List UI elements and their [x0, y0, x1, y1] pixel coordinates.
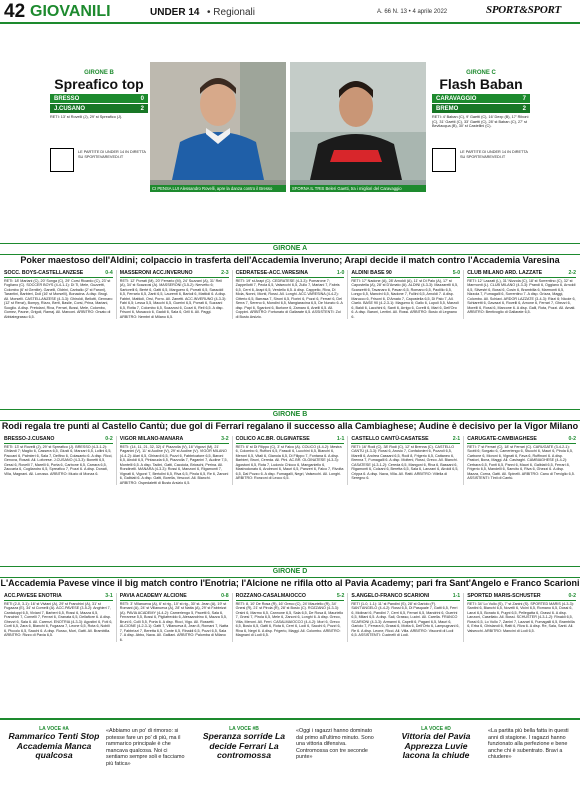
- match-score: 1-1: [336, 436, 345, 442]
- girone-d-columns: [4, 593, 576, 642]
- voce-d-box: [390, 726, 482, 761]
- match-report: RETI: 7' st Ferrari (C), 18' st Ferrari (C). CARUGATE (3-4-2-1): Scotti 6; Sorgato 6, Camerlengo 6, Stucchi 6, Mauri 6, Pirola 6,5, Carbone 6, Moroni 6, Vignati 6, Fava 6, Ruffinoni 6. A disp. Pastori, Bona, Maggi. All. Casiraghi. CAMBIAGHESE (4-4-2): Cerbara 6,5, Fonti 6,5, Panni 6, Mauri 6, Galbiati 6,5, Ferrari 8, Frigerio 6,5, Mandelli 6, Sanvito 6, Riva 6, Ghezzi 6. A disp. Mazza, Corna, Gatti. All. Spinelli. ARBITRO: Canu di Treviglio 6,5. ASSISTENTI: Tinti di Cantù.: [467, 445, 575, 481]
- match-column: [236, 593, 345, 642]
- match-title: COLICO AC.BR. OLGINATESE: [235, 436, 310, 442]
- match-title: CARUGATE-CAMBIAGHESE: [467, 436, 537, 442]
- column-divider: [347, 270, 348, 319]
- girone-b-band: GIRONE B: [0, 409, 580, 421]
- match-column: [467, 436, 576, 485]
- player-silhouette-icon: [290, 62, 426, 180]
- column-divider: [463, 593, 464, 642]
- match-report: RETI: 34' Lo Vullo (S), 7' st Zanini (S). SPORTED MARIS (4-3-3): Santini 6, Bianchi 6,5, Novelli 6, Vicini 6,5, Romano 6,5, Dossi 6, Lanzi 6,5, Bonato 6, Pugni 6,5, Pellegatta 6, Grassi 6. A disp. Lanzoni, Casellato. All. Bossi. SCHUSTER (4-3-1-2): Rinaldi 6,5, Rossi 6,5, Lo Vullo 7, Zanini 7, Lazzari 6, Fumagalli 6,5, Brambilla 6, Erba 6, Ghislandi 6, Ratti 6, Riva 6. A disp. Re, Sala, Santi. All. Valsecchi. ARBITRO: Mancini di Lodi 6,5.: [467, 602, 575, 633]
- section-title: GIOVANILI: [30, 3, 111, 20]
- girone-d-headline: L'Accademia Pavese vince il big match contro l'Enotria; l'Alcione ne rifila otto al Pavia Academy; pari fra Sant'Angelo e Franco Scarioni: [0, 578, 580, 588]
- column-divider: [463, 436, 464, 485]
- match-title: ALDINI BASE 90: [351, 270, 392, 276]
- top-girone-b-headline: Spreafico top: [54, 76, 144, 92]
- match-score: 3-2: [221, 436, 229, 442]
- match-column: [351, 593, 460, 642]
- match-column: [4, 436, 113, 485]
- team-name: J.CUSANO: [54, 105, 86, 112]
- voce-quote: «Abbiamo un po' di rimorso: si potesse fare un po' di più, ma il rammarico principale è che mancava qualcosa. Noi ci sentiamo sempre soli e facciamo più fatica»: [106, 728, 185, 767]
- match-heading: [351, 436, 460, 444]
- voce-title: Rammarico Tenti Stop Accademia Manca qualcosa: [8, 731, 100, 760]
- team-name: BREMO: [436, 105, 459, 112]
- match-heading: [120, 436, 229, 444]
- girone-b-columns: [4, 436, 576, 485]
- match-report: RETI: 3' Villanueva (A), 6' st rig., 10' st rig., 30' st. Jean (A), 19' st Romani (A), 24' st Villanueva (A), 28' st Natta (A), 29' st Fabbrizzi (A). PAVIA ACADEMY (4-4-2): Camerlengo 5, Pacetti 6, Sala 6, Ferrarese 5,5, Bossi 6, Pigliafreddo 6, Alessandrino 6, Mazza 5,5, Bruni 6, Colli 5,5, Porta 6. A disp. Ricci, Vigo. All. Rossetti. ALCIONE (4-2-3-1): Gatti 7, Villanueva 8, Jean 8, Romani 7, Natta 7, Fabbrizzi 7, Beretta 6,5, Conte 6,5, Rinaldi 6,5, Pozzi 6,5, Sala 7. A disp. Abbo, Nava. All. Galliani. ARBITRO: Palomba di Milano 6.: [119, 602, 229, 642]
- match-heading: [351, 270, 460, 278]
- match-report: RETI (1-0, 1-1): 11' st Pandini (S), 28' st Gariolo (F). SANT'ANGELO (4-4-2): Rossi 6,5, Di Pasquale 7, Gatti 6,5, Ferri 6, Molinari 6, Pandini 7, Cerri 6,5, Ferrari 6,5, Mandrini 6, Guerini 6,5, Milani 6,5. A disp. Sali, Grasso, Lucini. All. Carella. FRANCO SCARIONI (4-3-3): Armanni 6, Capelli 6, Pagani 6,5, Mauri 6, Gariolo 7, Ferrara 6, Grassi 6, Motta 6, Dell'Orto 6, Lampugnani 6, Re 6. A disp. Leone, Ricci. All. Villa. ARBITRO: Visconti di Lodi 6,5. ASSISTENTI: Cucinelli di Lodi.: [351, 602, 460, 638]
- match-column: [351, 436, 460, 485]
- match-score: 0-2: [568, 436, 576, 442]
- match-report: RETI: 8, 10' De Rosa (R), 16' Greco (C), 24' Mauriello (R), 34' Gnesi (R), 21' st Pirola (R), 28' st Bosio (C). ROZZANO (4-3-3): Orsini 6, Marmo 6,5, Cannone 6,5, Sala 6,5, De Rosa 8, Mauriello 7, Gnesi 7, Pirola 6,5, Mele 6, Zanoni 6, Longhi 6. A disp. Greco, Villa, Meroni. All. Ferri. CASALMAIOCCO (4-4-2): Mori 6, Greco 6,5, Bosio 6,5, Gatti 6, Rota 6, Cerri 6, Lodi 6, Sacchi 6, Pozzi 6, Riva 6, Negri 6. A disp. Frigerio, Maggi. All. Colombo. ARBITRO: Magnani di Lodi 6,5.: [235, 602, 344, 638]
- girone-d-band: GIRONE D: [0, 566, 580, 578]
- player-silhouette-icon: [150, 62, 286, 180]
- voce-divider: [0, 718, 580, 720]
- match-heading: [351, 593, 460, 601]
- match-score: 0-8: [221, 593, 229, 599]
- match-title: PAVIA ACADEMY ALCIONE: [119, 593, 187, 599]
- score-row: [50, 94, 148, 103]
- match-score: 0-4: [105, 270, 113, 276]
- match-report: RETI: 19' st Arapi (C). CEDRATESE (4-3-3): Pomarone 7; Zappellotti 7, Peola 6,5, Valsecchi 6,5, Zullo 7, Mariani 7, Fabris 6,5, Cerri 6, Arapi 6,5, Verdello 6,5. A disp. Cappello, Riva, Di Mola, Nonni, Monti, Rossi. All. Longhi. ACC.VARESINA (4-4-2): Citterio 6,5, Barrasa 7, Sironi 6,5, Fiorini 6, Pozzi 6, Ferrari 6, Del Serra 7, Sereno 6, Mondini 6,5, Mangiaracina 6,5, De Nunzio 6. A disp. Papi 6, Sgarioni 6, Burlone 6, Zamaro 6, Anelli 6,5. All. Coppini. ARBITRO: Fortunato di Gallarate 6,5. ASSISTENTI: Zoi di Busto Arsizio.: [235, 279, 343, 319]
- girone-b-headline: Rodi regala tre punti al Castello Cantù; due gol di Ferrari regalano il successo alla Cambiaghese; Audine è decisivo per la Vigor Milano: [1, 421, 579, 431]
- match-report: RETI (2-0, 3-1): 16' st Viviani (A), 29' st Franchini (A), 31' st Fugazza (E), 34' st Cornelli (A). ACC.PAVESE (3-5-2): Anghieri 7, Cantaluppi 6,5, Viviani 7, Barberi 6,5, Rossi 6, Mazza 6,5, Franchini 7, Cornelli 7, Ferrari 6, Granata 6,5, Dellafiore 6. A disp. Ghezzi 6, Sala 6. All. Carenzi. ENOTRIA (4-3-3): Agostini 6, Foti 6, Corti 6,5, Zara 6, Bianchi 6, Fugazza 7, Leone 6,5, Rota 6, Nobili 6, Piccolo 6,5, Sacchi 6. A disp. Russo, Mori, Gatti. All. Brambilla. ARBITRO: Rizzo di Pavia 6,5.: [4, 602, 113, 638]
- match-score: 0-2: [105, 436, 113, 442]
- match-heading: [467, 436, 576, 444]
- voce-a-box: [8, 726, 100, 761]
- team-name: BRESSO: [54, 95, 80, 102]
- match-brief: RETI: 4' Baban (C), 9' Gaetti (C), 16' Dexp (B), 17' Ribonì (C), 31' Gaetti (C), 33' Gaetti (C), 28' st Baban (C), 27' st Bevilacqua (B), 30' st Castellini (C).: [432, 115, 529, 129]
- match-score: 1-0: [336, 270, 345, 276]
- column-divider: [116, 593, 117, 642]
- qr-code-icon[interactable]: [50, 148, 74, 172]
- match-column: [467, 593, 576, 642]
- top-girone-c-label: GIRONE C: [466, 70, 496, 76]
- match-title: CEDRATESE-ACC.VARESINA: [235, 270, 309, 276]
- match-column: [236, 436, 345, 485]
- match-title: MASSERONI ACC.INVERUNO: [119, 270, 193, 276]
- column-divider: [232, 436, 233, 485]
- match-score: 5-0: [452, 270, 461, 276]
- team-score: 0: [140, 95, 144, 102]
- match-score: 1-1: [452, 593, 461, 599]
- match-title: SOCC. BOYS-CASTELLANZESE: [4, 270, 84, 276]
- match-heading: [4, 593, 113, 601]
- photo-caption: SFORNA IL TRIS Beleri Gaetti, tra i migliori del Caravaggio: [290, 185, 426, 192]
- match-heading: [4, 436, 113, 444]
- girone-a-headline: Poker maestoso dell'Aldini; colpaccio in trasferta dell'Accademia Inveruno; Arapi decide il match contro l'Accademia Varesina: [20, 255, 560, 265]
- match-heading: [120, 593, 229, 601]
- qr-code-icon[interactable]: [432, 148, 456, 172]
- match-column: [4, 270, 113, 319]
- match-heading: [236, 436, 345, 444]
- match-report: RETI: 17' Nadone (A), 28' Arnoldi (A), 11' st Di Palo (A), 17' st Capostella (A), 28' st D'Amato (A). ALDINI (4-3-3): Mazzarelli 6,5, Scanzetti 6, Tavanaro 6, Pavan 6,5, Romano 6,5, Paolillo 6,5, Longo 6,5, Mancini 6,5, Nadone 7, Fullini 6,5, Arnoldi 7. A disp. Marucco 6, Frisoni 6, D'Amato 7, Capostella 6,5, Di Palo 7, All. Ciarlò. BASE 90 (4-2-3-1): Magurno 6; Gallo 6, Lupoli 5,5, Marzoli 6, Baldi 6, Lacchini 6, Santi 6, Arrigo 6, Corelli 6, Mari 6, Dell'Oro 6. A disp. Baroni, Lentini. All. Rossi. ARBITRO: Bosio di Legnano 6.: [351, 279, 459, 319]
- voce-quote: «Oggi i ragazzi hanno dominato dal primo all'ultimo minuto. Sono una vittoria difensiva. Contromossa con tre seconde punte»: [296, 728, 374, 761]
- region-label: • Regionali: [207, 7, 255, 18]
- voce-label: LA VOCE #B: [229, 726, 259, 732]
- voce-title: Speranza sorride La decide Ferrari La contromossa: [202, 731, 286, 760]
- player-photo-left: [150, 62, 286, 191]
- match-title: ACC.PAVESE ENOTRIA: [4, 593, 62, 599]
- page-number: 42: [4, 1, 26, 22]
- team-score: 7: [522, 95, 526, 102]
- match-column: [351, 270, 460, 319]
- voce-b-box: [198, 726, 290, 761]
- match-report: RETI: 16' Rodi (C), 38' Rodi (C), 12' st Brenna (C). CASTELLO CANTÙ (4-3-3): Rossi 6, Arosio 7, Confalonieri 6, Pozzoli 6,5, Marelli 6, Andrea Cassani 6,5, Rodi 8, Frigerio 6,5, Cattaneo 6, Brenna 7, Fumagalli 6. A disp. Molteni, Rossi, Greco. All. Bianchi. CASATESE (4-3-1-2): Cereda 6,5, Mangoni 6, Riva 6, Bassani 6, Rigamonti 6, Colzani 6, Beretta 6,5, Sala 6, Lanzani 6, Airoldi 6,5, Crippa 6. A disp. Nava, Villa. All. Ratti. ARBITRO: Villella di Seregno 6.: [351, 445, 459, 481]
- match-report: RETI: (14, 11, 21, 32, 32) 4' Piazzolla (V), 16' Vigorzi (M), 21' Paganini (V), 11' st Audine (V), 29' st Audine (V). VIGOR MILANO (4-4-2): Alari 6,5, Ghirardi 6,5, Pozzi 6, Fabbricatore 6,5, Baroni 6,5, Airoldi 6,5, Pintacuda 6,5, Piazzolla 7, Paganini 7, Audine 7,5, Montelli 6,5. A disp. Tadini, Gatti, Cacciola, Brioschi, Perina. All. Rondinelli. MANARA (4-3-3): Rossi 6, Manzoni 6, Rigamonti 7, Vignati 6, Vigorzi 7, Bertolini 6,5, Riva 6,5, Pirola 6,5, Re 6, Zanoni 6, Galbiati 6. A disp. Gatti, Borella, Vescovi. All. Bianchi. ARBITRO: Ospedaletti di Busto Arsizio 6,5.: [119, 445, 229, 485]
- match-heading: [236, 270, 345, 278]
- match-title: ROZZANO-CASALMAIOCCO: [235, 593, 306, 599]
- team-name: CARAVAGGIO: [436, 95, 477, 102]
- match-title: CASTELLO CANTÙ-CASATESE: [351, 436, 429, 442]
- team-score: 2: [140, 105, 144, 112]
- player-photo-right: [290, 62, 426, 191]
- match-column: [236, 270, 345, 319]
- match-column: [4, 593, 113, 642]
- match-title: CLUB MILANO ARD. LAZZATE: [467, 270, 543, 276]
- voce-quote: «La partita più bella fatta in questi anni di stagione. I ragazzi hanno funzionato alla perfezione e bene anche chi è subentrato. Bravi a chiudere»: [488, 728, 569, 761]
- column-divider: [347, 593, 348, 642]
- top-girone-b-label: GIRONE B: [84, 70, 114, 76]
- match-column: [467, 270, 576, 319]
- match-brief: RETI: 13' st Rovelli (J), 29' st Spreafico (J).: [50, 115, 123, 119]
- top-girone-b-box: [50, 70, 148, 120]
- match-column: [120, 436, 229, 485]
- newspaper-logo: SPORT&SPORT: [486, 4, 561, 16]
- match-heading: [467, 593, 576, 601]
- column-divider: [116, 436, 117, 485]
- photo-caption: CI PENSA LUI Alessandro Rovelli, apre la danza contro il Bresso: [150, 185, 286, 192]
- match-title: BRESSO-J.CUSANO: [4, 436, 55, 442]
- match-score: 2-1: [452, 436, 461, 442]
- voce-label: LA VOCE #D: [421, 726, 451, 732]
- qr-caption: LE PARTITE DI UNDER 14 IN DIRETTA SU SPORTEVAREVEDI.IT: [78, 150, 146, 159]
- match-score: 3-1: [105, 593, 113, 599]
- qr-caption: LE PARTITE DI UNDER 14 IN DIRETTA SU SPORTEVAREVEDI.IT: [460, 150, 528, 159]
- match-heading: [236, 593, 345, 601]
- match-title: S.ANGELO-FRANCO SCARIONI: [351, 593, 430, 599]
- column-divider: [463, 270, 464, 319]
- girone-a-columns: [4, 270, 576, 319]
- score-row: [432, 104, 530, 113]
- match-report: RETI: 18' Mariani (C), 20' Songa (C), 29' Corsi Ricardo (C), 23' st Fogliano (C). SOCCER BOYS (4-4-1-1): Di Ti, Mele, Guzzetti, Colombo (6' st Gentile). Ganelli, Oldrini, Carballo (2' st Faroni), Tarantini, Barbieri, Doli (16' st Morselli), Bonacina. A disp. Brogi. All. Morselli. CASTELLANZESE (4-3-3): Ghiroldi, Bellotti, Gennaro (12' st Renzi), Bompy, Rizzo, Berti, Basile, Corsi, Prina, Mariani, Scoglio. A disp. Pretolani, Riva, Ferrari, Bossi, Mele, Colombo, Gomez, Paone, Grigoli, Ramaj. All. Marconi. ARBITRO: Orsato di Abbiategrasso 6,5.: [4, 279, 113, 319]
- voce-title: Vittoria del Pavia Apprezza Luvie Iacona la chiude: [401, 731, 471, 760]
- match-report: RETI: 12' Porrati (M), 20' Ferrario (M), 24' Suzzani (A), 31' Reil (A), 34' st Scazzosi (A). MASSERONI (3-5-2): Nervetto 6; Sartorelli 6, Bertè 6, Gatti 6,5, Marguero 6, Porrati 6,5, Sassoldi 6,5, Ferrario 6,5, Zanti 6,5, Laurenti 6, Bartoli 6, Mattioli 6. A disp. Fabbri, Mattioli, Orsi, Porro. All. Zanetti. ACC.INVERUNO (4-3-3): Fabi 6,5; Lessa 5,5, Macchi 6,5, Guerini 6,5, Porrati 6, Suzzani 6,5, Rotta 7, Colombo 6,5, Scazzosi 6, Cozzi 6, Reil 6,5. A disp. Frisoni 6, Musaccò 6, Gaddi 6, Sala 6, Grill 6. All. Paggi. ARBITRO: Nembri di Milano 6,5.: [119, 279, 227, 319]
- match-report: RETI: 13' st Rovelli (J), 29' st Spreafico (J). BRESSO (4-3-1-2): Ghilardi 7; Maglio 6, Cassera 6,5, Giusti 6, Marzari 6,5, Lollini 6,5, Paccani 6, Palmieri 6, Sala 7, Delfino 6, Colasanto 6. A disp. Ricci, Genova, Rosati. All. Loforese. J.CUSANO (4-3-3): Bonetti 6,5, Gessi 6, Rovelli 7, Marelli 6, Porta 6, Carbone 6,5, Carrara 6,5, Zaccaria 6, Cogliandro 6,5, Spreafico 7, Pozzi 6. A disp. Donati, Villa, Magnani. All. Lorusso. ARBITRO: Muzio di Monza 6.: [4, 445, 113, 476]
- match-score: 2-3: [221, 270, 229, 276]
- match-heading: [467, 270, 576, 278]
- match-heading: [4, 270, 113, 278]
- girone-a-band: GIRONE A: [0, 243, 580, 255]
- match-score: 2-2: [568, 270, 576, 276]
- issue-date: A. 66 N. 13 • 4 aprile 2022: [377, 9, 448, 15]
- category-label: UNDER 14: [150, 7, 200, 18]
- team-score: 2: [522, 105, 526, 112]
- match-column: [120, 270, 229, 319]
- column-divider: [232, 270, 233, 319]
- column-divider: [347, 436, 348, 485]
- match-score: 5-2: [336, 593, 345, 599]
- top-girone-c-headline: Flash Baban: [439, 76, 523, 92]
- top-girone-c-box: [432, 70, 530, 129]
- column-divider: [116, 270, 117, 319]
- voce-label: LA VOCE #A: [39, 726, 69, 732]
- match-column: [120, 593, 229, 642]
- match-report: RETI: 12' Lazzati (L), 31' Nizzola (C), 18' st Sorrentino (C), 32' st Marmonti (L). CLUB MILANO (4-3-3): Prandi 6, Oggiano 6, Arnoldi 6,5, Silvestri 6, Bossi 6, Cosin 6, Brambilla 6, Marmonti 6,5, Nizzola 7, Fumagalli 6, Sorrentino 7. A disp. Grizza, Maggi, Colombo. All. Schiavi. ARDOR LAZZATE (3-4-3): Rizzi 6; Nicole 6, Schiaretti 6, Gavazzi 6, Rovelli 6, Arnone 6, Ferrari 7, Ghezzi 6, Morelli 6, Rossi 6, Marcone 6. A disp. Galli, Rota, Pozzi. All. Amati. ARBITRO: Bentivoglio di Gallarate 6,5.: [467, 279, 576, 315]
- match-heading: [120, 270, 229, 278]
- score-row: [432, 94, 530, 103]
- score-row: [50, 104, 148, 113]
- match-title: VIGOR MILANO-MANARA: [119, 436, 184, 442]
- match-report: RETI: 6' st Di Filippo (C), 3' st Falco (A). COLICO (4-4-2): Mestra 6, Colombo 6, Ruffoni 6,5, Fassoli 6, Lucchini 6,5, Bianchi 6, Meroni 6,5, Vitali 6, Gianola 6,5, Di Filippo 7, Fontana 6. A disp. Barbieri, Bruni, Cereda. All. Pini. AC.BR. OLGINATESE (4-3-3): Agostoni 6,5, Rota 7, Ludovic Chicco 6, Manganiello 6, Mastrodonato 6, Andreoni 6, Mauri 6,5, Panzeri 6, Falco 7, Rivolta 6,5, Dal Pozzo 6. A disp. Fumagalli, Negri, Valsecchi. All. Longhi. ARBITRO: Ronzoni di Lecco 6,5.: [235, 445, 344, 481]
- match-score: 0-2: [568, 593, 576, 599]
- match-title: SPORTED MARIS-SCHUSTER: [467, 593, 541, 599]
- column-divider: [232, 593, 233, 642]
